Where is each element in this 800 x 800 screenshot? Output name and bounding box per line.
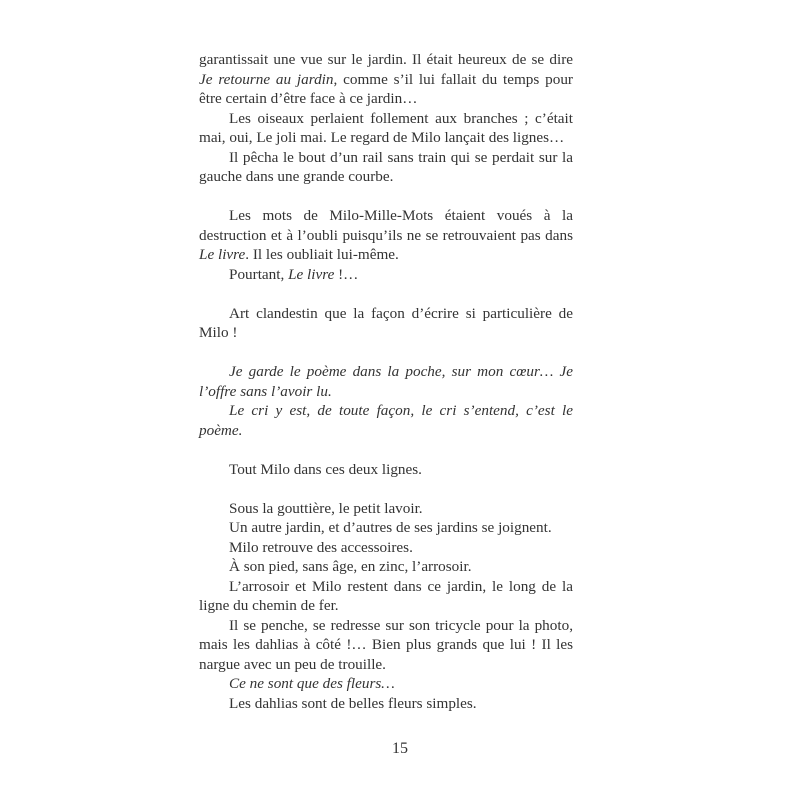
paragraph-gap [199,479,573,499]
paragraph: Sous la gouttière, le petit lavoir. [229,499,423,517]
paragraph: À son pied, sans âge, en zinc, l’arrosoir. [229,558,472,575]
paragraph-gap [199,440,573,460]
paragraph: L’arrosoir et Milo restent dans ce jardin, le long de la ligne du chemin de fer. [199,577,573,614]
page-number: 15 [392,740,408,757]
italic-line: Ce ne sont que des fleurs… [229,675,395,692]
paragraph: Milo retrouve des accessoires. [229,538,413,556]
paragraph-gap [199,284,573,304]
paragraph: Les oiseaux perlaient follement aux branches ; c’était mai, oui, Le joli mai. Le regard de Milo lançait des lignes… [199,109,573,146]
paragraph: Art clandestin que la façon d’écrire si particulière de Milo ! [199,304,573,341]
paragraph: Il pêcha le bout d’un rail sans train qui se perdait sur la gauche dans une grande courbe. [199,148,573,185]
italic-quote: Le cri y est, de toute façon, le cri s’entend, c’est le poème. [199,402,573,439]
paragraph: Un autre jardin, et d’autres de ses jardins se joignent. [229,519,552,536]
paragraph: Tout Milo dans ces deux lignes. [229,460,422,478]
body-text [199,50,573,713]
paragraph-gap [199,343,573,363]
paragraph: Pourtant, Le livre !… [229,265,359,283]
paragraph: garantissait une vue sur le jardin. Il était heureux de se dire Je retourne au jardin, comme s’il lui fallait du temps pour être certain d’être face à ce jardin… [199,51,573,107]
paragraph: Il se penche, se redresse sur son tricycle pour la photo, mais les dahlias à côté !… Bien plus grands que lui ! Il les nargue avec un peu de trouille. [199,616,573,673]
italic-quote: Je garde le poème dans la poche, sur mon cœur… Je l’offre sans l’avoir lu. [199,363,573,400]
paragraph: Les dahlias sont de belles fleurs simples. [229,694,477,712]
paragraph-gap [199,187,573,207]
paragraph: Les mots de Milo-Mille-Mots étaient voués à la destruction et à l’oubli puisqu’ils ne se retrouvaient pas dans Le livre. Il les oubliait lui-même. [199,207,573,263]
